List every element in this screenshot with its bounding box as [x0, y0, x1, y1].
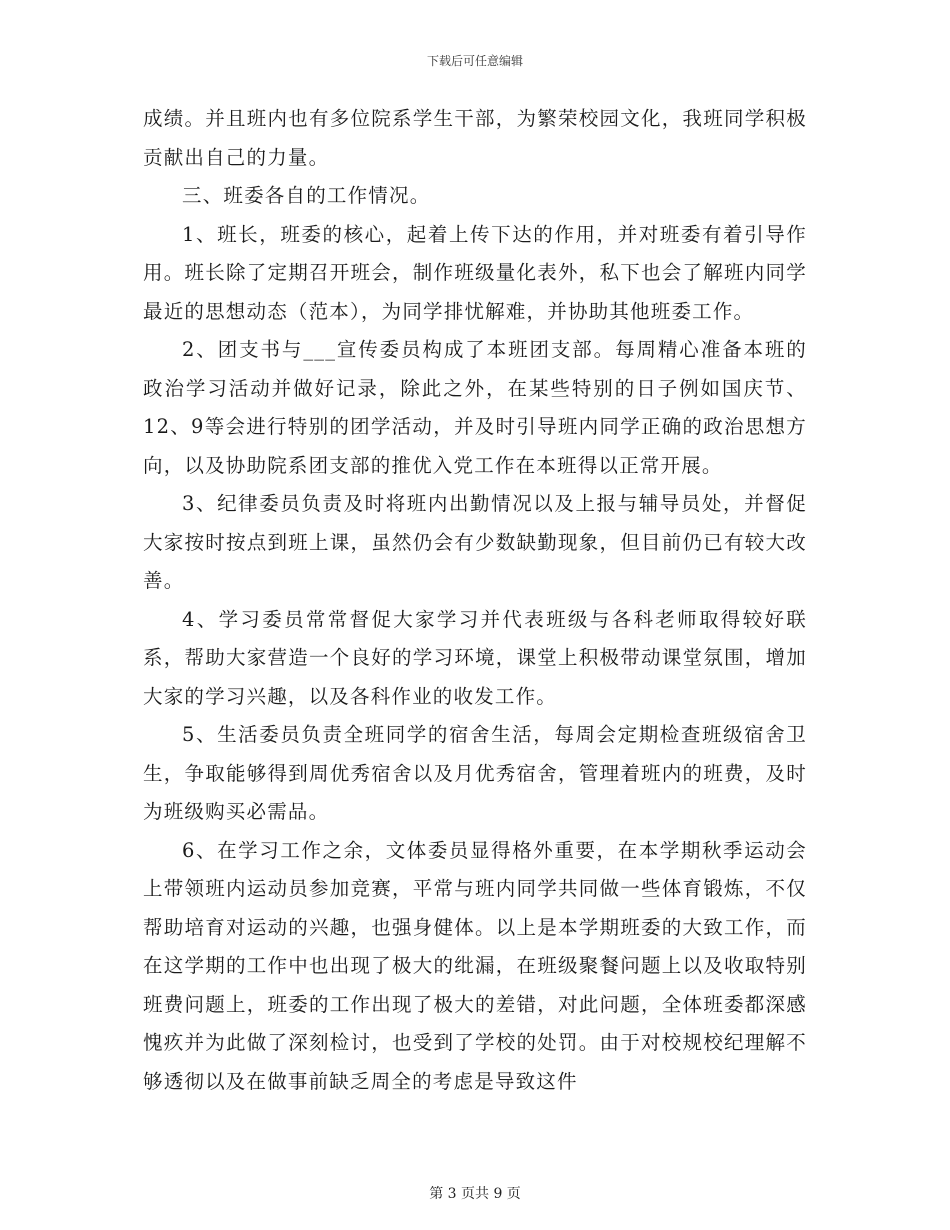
document-body [143, 100, 807, 1101]
paragraph-league-secretary: 2、团支书与___宣传委员构成了本班团支部。每周精心准备本班的政治学习活动并做好记录，除此之外，在某些特别的日子例如国庆节、12、9等会进行特别的团学活动，并及时引导班内同学正确的政治思想方向，以及协助院系团支部的推优入党工作在本班得以正常开展。 [143, 338, 807, 477]
paragraph-life: 5、生活委员负责全班同学的宿舍生活，每周会定期检查班级宿舍卫生，争取能够得到周优秀宿舍以及月优秀宿舍，管理着班内的班费，及时为班级购买必需品。 [143, 723, 807, 823]
paragraph-study: 4、学习委员常常督促大家学习并代表班级与各科老师取得较好联系，帮助大家营造一个良好的学习环境，课堂上积极带动课堂氛围，增加大家的学习兴趣，以及各科作业的收发工作。 [143, 607, 807, 708]
page-number: 第 3 页共 9 页 [429, 1186, 521, 1202]
paragraph-discipline: 3、纪律委员负责及时将班内出勤情况以及上报与辅导员处，并督促大家按时按点到班上课，虽然仍会有少数缺勤现象，但目前仍已有较大改善。 [143, 492, 807, 592]
section-heading: 三、班委各自的工作情况。 [182, 184, 431, 207]
paragraph-sports: 6、在学习工作之余，文体委员显得格外重要，在本学期秋季运动会上带领班内运动员参加竞赛，平常与班内同学共同做一些体育锻炼，不仅帮助培育对运动的兴趣，也强身健体。以上是本学期班委的大致工作，而在这学期的工作中也出现了极大的纰漏，在班级聚餐问题上以及收取特别班费问题上，班委的工作出现了极大的差错，对此问题，全体班委都深感愧疚并为此做了深刻检讨，也受到了学校的处罚。由于对校规校纪理解不够透彻以及在做事前缺乏周全的考虑是导致这件 [143, 838, 807, 1093]
page-header: 下载后可任意编辑 [426, 54, 523, 68]
paragraph-monitor: 1、班长，班委的核心，起着上传下达的作用，并对班委有着引导作用。班长除了定期召开班会，制作班级量化表外，私下也会了解班内同学最近的思想动态（范本），为同学排忧解难，并协助其他班委工作。 [143, 222, 807, 323]
paragraph-continuation: 成绩。并且班内也有多位院系学生干部，为繁荣校园文化，我班同学积极贡献出自己的力量。 [143, 107, 807, 169]
